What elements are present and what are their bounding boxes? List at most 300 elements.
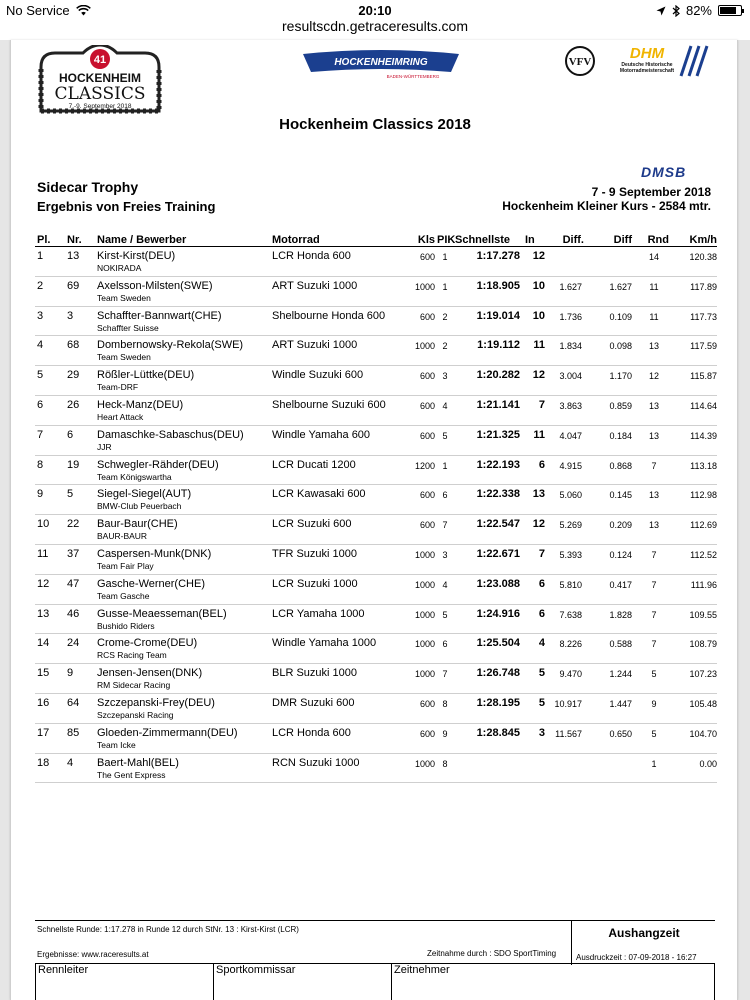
cell-rounds: 9 [651, 698, 657, 709]
cell-diff-prev: 1.244 [609, 669, 632, 680]
cell-pl: 13 [37, 607, 50, 620]
svg-text:HOCKENHEIM: HOCKENHEIM [58, 71, 142, 85]
cell-kls: 600 [419, 490, 435, 501]
cell-nr: 5 [67, 488, 74, 501]
cell-kls: 1000 [414, 281, 435, 292]
cell-rounds: 5 [651, 728, 657, 739]
cell-nr: 47 [67, 577, 80, 590]
cell-nr: 22 [67, 518, 80, 531]
cell-pik: 1 [442, 252, 448, 262]
cell-diff: 1.736 [559, 311, 582, 322]
cell-motorrad: LCR Suzuki 1000 [272, 577, 358, 590]
cell-kmh: 112.69 [690, 520, 717, 531]
cell-rounds: 7 [651, 549, 657, 560]
col-header-kls: Kls [417, 234, 435, 246]
table-row [35, 396, 717, 426]
cell-kls: 1000 [414, 669, 435, 680]
cell-pl: 1 [37, 250, 44, 262]
fastest-lap-note: Schnellste Runde: 1:17.278 in Runde 12 durch StNr. 13 : Kirst-Kirst (LCR) [37, 925, 299, 934]
cell-motorrad: ART Suzuki 1000 [272, 339, 358, 352]
cell-team: NOKIRADA [97, 263, 142, 273]
cell-diff-prev: 0.124 [609, 549, 632, 560]
cell-diff-prev: 0.588 [609, 639, 632, 650]
document-footer [35, 920, 715, 1000]
cell-team: Team Königswartha [97, 471, 172, 482]
cell-diff-prev: 0.650 [609, 728, 632, 739]
cell-best-lap: 1:22.671 [476, 547, 520, 560]
battery-fill [720, 7, 736, 14]
cell-pik: 3 [442, 549, 448, 560]
cell-rounds: 7 [651, 460, 657, 471]
cell-nr: 29 [67, 369, 80, 382]
cell-nr: 13 [67, 250, 80, 262]
cell-kmh: 117.59 [690, 341, 717, 352]
cell-name: Caspersen-Munk(DNK) [97, 547, 212, 560]
col-header-diff2: Diff [613, 234, 632, 246]
cell-diff-prev: 0.145 [609, 490, 632, 501]
cell-diff-prev: 0.417 [609, 579, 632, 590]
cell-rounds: 7 [651, 609, 657, 620]
cell-team: Szczepanski Racing [97, 709, 174, 720]
cell-kmh: 114.64 [690, 400, 717, 411]
cell-motorrad: TFR Suzuki 1000 [272, 547, 357, 560]
cell-name: Dombernowsky-Rekola(SWE) [97, 339, 244, 352]
cell-pl: 12 [37, 577, 50, 590]
cell-best-lap: 1:22.338 [476, 488, 520, 501]
col-header-diff: Diff. [562, 234, 584, 246]
cell-diff-prev: 0.184 [609, 430, 632, 441]
battery-icon [718, 5, 742, 16]
cell-in-lap: 12 [532, 518, 545, 531]
cell-pl: 18 [37, 756, 50, 769]
cell-name: Heck-Manz(DEU) [97, 398, 184, 411]
cell-pl: 15 [37, 667, 50, 680]
location-icon [656, 6, 666, 16]
cell-name: Schaffter-Bannwart(CHE) [97, 309, 222, 322]
cell-best-lap: 1:21.141 [476, 398, 520, 411]
cell-diff: 4.047 [559, 430, 582, 441]
cell-pl: 11 [37, 547, 49, 560]
cell-diff: 5.269 [559, 520, 582, 531]
cell-pl: 8 [37, 458, 44, 471]
cell-motorrad: Windle Yamaha 600 [272, 428, 371, 441]
cell-pik: 5 [442, 430, 448, 441]
cell-motorrad: LCR Yamaha 1000 [272, 607, 365, 620]
cell-pik: 2 [442, 341, 448, 352]
cell-nr: 37 [67, 547, 80, 560]
cell-diff-prev: 1.627 [609, 281, 632, 292]
carrier-label: No Service [6, 3, 70, 18]
cell-team: Heart Attack [97, 411, 144, 422]
cell-motorrad: Shelbourne Honda 600 [272, 309, 386, 322]
cell-pik: 1 [442, 281, 448, 292]
cell-best-lap: 1:26.748 [476, 667, 520, 680]
svg-text:BADEN-WÜRTTEMBERG: BADEN-WÜRTTEMBERG [386, 74, 440, 79]
cell-diff: 5.393 [559, 549, 582, 560]
cell-in-lap: 11 [533, 428, 545, 441]
cell-diff-prev: 0.868 [609, 460, 632, 471]
cell-pik: 4 [442, 579, 448, 590]
col-header-kmh: Km/h [689, 234, 717, 246]
cell-in-lap: 12 [532, 250, 545, 262]
cell-team: The Gent Express [97, 769, 166, 780]
cell-best-lap: 1:20.282 [476, 369, 520, 382]
cell-pl: 4 [37, 339, 44, 352]
cell-pl: 10 [37, 518, 50, 531]
cell-in-lap: 10 [532, 279, 545, 292]
cell-kmh: 120.38 [689, 252, 717, 262]
cell-best-lap: 1:18.905 [476, 279, 520, 292]
cell-in-lap: 6 [538, 607, 545, 620]
cell-in-lap: 13 [532, 488, 545, 501]
cell-rounds: 1 [651, 758, 657, 769]
cell-kmh: 108.79 [689, 639, 717, 650]
cell-kls: 600 [419, 728, 435, 739]
cell-nr: 68 [67, 339, 80, 352]
table-row [35, 575, 717, 605]
cell-in-lap: 6 [538, 577, 545, 590]
status-bar [0, 0, 750, 20]
cell-diff: 4.915 [559, 460, 582, 471]
cell-kmh: 104.70 [689, 728, 717, 739]
cell-motorrad: LCR Suzuki 600 [272, 518, 352, 531]
cell-nr: 64 [67, 696, 80, 709]
table-header [35, 234, 717, 247]
bluetooth-icon [672, 5, 680, 17]
cell-in-lap: 5 [538, 667, 545, 680]
cell-rounds: 12 [648, 371, 659, 382]
cell-pl: 14 [37, 637, 50, 650]
col-header-rnd: Rnd [647, 234, 669, 246]
col-header-schnellste: Schnellste [455, 234, 511, 246]
table-body [35, 247, 717, 783]
cell-name: Siegel-Siegel(AUT) [97, 488, 192, 501]
hockenheimring-logo [301, 48, 461, 80]
cell-kls: 1000 [414, 639, 435, 650]
svg-text:Motorradmeisterschaft: Motorradmeisterschaft [619, 68, 675, 74]
cell-name: Axelsson-Milsten(SWE) [97, 279, 213, 292]
cell-kmh: 105.48 [689, 698, 717, 709]
vfv-dhm-logo [563, 44, 713, 78]
svg-text:7.-9. September 2018: 7.-9. September 2018 [68, 103, 132, 110]
cell-pik: 2 [442, 311, 448, 322]
cell-best-lap: 1:23.088 [476, 577, 520, 590]
svg-text:Deutsche Historische: Deutsche Historische [621, 62, 673, 68]
session-title: Ergebnis von Freies Training [37, 199, 216, 214]
table-row [35, 456, 717, 486]
cell-pl: 7 [37, 428, 44, 441]
cell-name: Rößler-Lüttke(DEU) [97, 369, 195, 382]
cell-best-lap: 1:22.547 [476, 518, 520, 531]
aushang-title: Aushangzeit [608, 926, 680, 940]
results-website: Ergebnisse: www.raceresults.at [37, 950, 149, 959]
results-document [10, 40, 738, 1000]
cell-kls: 600 [419, 252, 435, 262]
cell-kls: 1000 [414, 579, 435, 590]
svg-text:VFV: VFV [568, 56, 592, 68]
cell-diff-prev: 1.447 [609, 698, 632, 709]
table-row [35, 724, 717, 754]
cell-pik: 7 [442, 669, 448, 680]
cell-kmh: 109.55 [689, 609, 717, 620]
cell-in-lap: 4 [538, 637, 545, 650]
col-header-in: In [525, 234, 535, 246]
table-row [35, 247, 717, 277]
cell-motorrad: LCR Honda 600 [272, 726, 351, 739]
table-row [35, 634, 717, 664]
cell-motorrad: ART Suzuki 1000 [272, 279, 358, 292]
cell-diff: 7.638 [559, 609, 582, 620]
cell-kls: 1000 [414, 549, 435, 560]
table-row [35, 694, 717, 724]
col-header-nr: Nr. [67, 234, 82, 246]
cell-name: Damaschke-Sabaschus(DEU) [97, 428, 244, 441]
cell-pl: 17 [37, 726, 50, 739]
cell-diff-prev: 0.209 [609, 520, 632, 531]
table-row [35, 336, 717, 366]
cell-motorrad: DMR Suzuki 600 [272, 696, 355, 709]
cell-diff: 1.627 [559, 281, 582, 292]
cell-kls: 1000 [414, 609, 435, 620]
svg-text:CLASSICS: CLASSICS [54, 84, 146, 104]
cell-in-lap: 10 [532, 309, 545, 322]
table-row [35, 277, 717, 307]
svg-text:41: 41 [93, 54, 107, 66]
cell-kmh: 115.87 [690, 371, 717, 382]
cell-rounds: 13 [648, 490, 659, 501]
table-row [35, 605, 717, 635]
cell-nr: 26 [67, 398, 80, 411]
cell-pik: 6 [442, 490, 448, 501]
table-row [35, 426, 717, 456]
cell-pl: 16 [37, 696, 50, 709]
clock: 20:10 [358, 3, 392, 18]
cell-motorrad: Windle Yamaha 1000 [272, 637, 377, 650]
cell-kls: 1000 [414, 341, 435, 352]
cell-best-lap: 1:19.112 [477, 339, 520, 352]
cell-kmh: 117.73 [690, 311, 717, 322]
cell-name: Crome-Crome(DEU) [97, 637, 198, 650]
cell-best-lap: 1:25.504 [476, 637, 520, 650]
cell-diff: 3.004 [559, 371, 582, 382]
cell-rounds: 7 [651, 579, 657, 590]
cell-diff-prev: 1.170 [609, 371, 632, 382]
cell-diff: 5.810 [559, 579, 582, 590]
cell-nr: 46 [67, 607, 80, 620]
col-header-motorrad: Motorrad [272, 234, 320, 246]
cell-kls: 600 [419, 311, 435, 322]
cell-kmh: 113.18 [690, 460, 717, 471]
cell-team: Schaffter Suisse [97, 322, 159, 333]
cell-diff-prev: 1.828 [609, 609, 632, 620]
cell-name: Baert-Mahl(BEL) [97, 756, 179, 769]
cell-kmh: 107.23 [689, 669, 717, 680]
signature-rennleiter: Rennleiter [35, 964, 213, 1000]
cell-rounds: 7 [651, 639, 657, 650]
cell-kls: 600 [419, 371, 435, 382]
cell-team: JJR [97, 441, 112, 452]
cell-name: Gloeden-Zimmermann(DEU) [97, 726, 238, 739]
cell-nr: 19 [67, 458, 80, 471]
print-time: Ausdruckzeit : 07-09-2018 - 16:27 [576, 953, 697, 962]
table-row [35, 307, 717, 337]
cell-pik: 9 [442, 728, 448, 739]
timing-provider: Zeitnahme durch : SDO SportTiming [427, 949, 557, 958]
cell-team: Team Sweden [97, 352, 151, 363]
table-row [35, 485, 717, 515]
cell-in-lap: 6 [538, 458, 545, 471]
cell-in-lap: 5 [538, 696, 545, 709]
cell-kls: 600 [419, 430, 435, 441]
signature-sportkommissar: Sportkommissar [213, 964, 391, 1000]
cell-diff-prev: 0.098 [609, 341, 632, 352]
cell-kls: 1000 [414, 758, 435, 769]
cell-rounds: 14 [648, 252, 659, 262]
cell-team: RCS Racing Team [97, 650, 167, 661]
cell-motorrad: LCR Ducati 1200 [272, 458, 356, 471]
cell-team: Team Sweden [97, 292, 151, 303]
cell-best-lap: 1:24.916 [476, 607, 520, 620]
cell-nr: 3 [67, 309, 74, 322]
cell-kls: 600 [419, 400, 435, 411]
cell-pik: 8 [442, 758, 448, 769]
cell-diff-prev: 0.109 [609, 311, 632, 322]
cell-pik: 5 [442, 609, 448, 620]
cell-name: Baur-Baur(CHE) [97, 518, 178, 531]
cell-diff: 3.863 [559, 400, 582, 411]
table-row [35, 515, 717, 545]
cell-diff: 8.226 [559, 639, 582, 650]
cell-rounds: 13 [648, 520, 659, 531]
cell-rounds: 11 [649, 281, 659, 292]
cell-name: Gusse-Meaesseman(BEL) [97, 607, 227, 620]
cell-nr: 4 [67, 756, 74, 769]
hockenheim-classics-logo [35, 45, 165, 115]
cell-best-lap: 1:28.845 [476, 726, 520, 739]
cell-kls: 600 [419, 698, 435, 709]
col-header-pik: PIK [437, 234, 456, 246]
cell-diff: 9.470 [559, 669, 582, 680]
cell-best-lap: 1:19.014 [476, 309, 520, 322]
cell-best-lap: 1:28.195 [476, 696, 520, 709]
table-row [35, 754, 717, 784]
cell-pik: 6 [442, 639, 448, 650]
cell-rounds: 5 [651, 669, 657, 680]
cell-nr: 6 [67, 428, 74, 441]
cell-team: Team Gasche [97, 590, 150, 601]
table-row [35, 545, 717, 575]
cell-pl: 3 [37, 309, 44, 322]
cell-pik: 7 [442, 520, 448, 531]
cell-pl: 9 [37, 488, 44, 501]
cell-diff-prev: 0.859 [609, 400, 632, 411]
signature-zeitnehmer: Zeitnehmer [391, 964, 715, 1000]
cell-rounds: 13 [648, 341, 659, 352]
event-title: Hockenheim Classics 2018 [279, 116, 471, 133]
cell-pik: 1 [442, 460, 448, 471]
track-info: Hockenheim Kleiner Kurs - 2584 mtr. [502, 199, 711, 213]
cell-name: Schwegler-Rähder(DEU) [97, 458, 219, 471]
table-row [35, 664, 717, 694]
cell-diff: 5.060 [559, 490, 582, 501]
cell-in-lap: 7 [538, 547, 545, 560]
cell-team: Team-DRF [97, 382, 139, 393]
cell-pl: 2 [37, 279, 44, 292]
cell-motorrad: Shelbourne Suzuki 600 [272, 398, 386, 411]
cell-kmh: 0.00 [699, 758, 717, 769]
cell-name: Kirst-Kirst(DEU) [97, 250, 176, 262]
cell-kls: 1200 [414, 460, 435, 471]
cell-team: Bushido Riders [97, 620, 155, 631]
event-date: 7 - 9 September 2018 [591, 185, 711, 199]
results-table [35, 234, 717, 783]
cell-motorrad: BLR Suzuki 1000 [272, 667, 357, 680]
cell-nr: 69 [67, 279, 80, 292]
cell-kmh: 111.96 [690, 579, 717, 590]
cell-kmh: 114.39 [690, 430, 717, 441]
cell-nr: 9 [67, 667, 74, 680]
cell-pl: 5 [37, 369, 44, 382]
cell-nr: 24 [67, 637, 80, 650]
cell-motorrad: Windle Suzuki 600 [272, 369, 364, 382]
cell-pik: 3 [442, 371, 448, 382]
cell-kls: 600 [419, 520, 435, 531]
cell-motorrad: LCR Honda 600 [272, 250, 351, 262]
cell-name: Jensen-Jensen(DNK) [97, 667, 203, 680]
cell-nr: 85 [67, 726, 80, 739]
cell-rounds: 11 [649, 311, 659, 322]
cell-team: Team Fair Play [97, 560, 154, 571]
cell-name: Szczepanski-Frey(DEU) [97, 696, 215, 709]
col-header-pl: Pl. [37, 234, 51, 246]
cell-in-lap: 12 [532, 369, 545, 382]
table-row [35, 366, 717, 396]
cell-team: BMW-Club Peuerbach [97, 501, 182, 512]
col-header-name: Name / Bewerber [97, 234, 187, 246]
cell-best-lap: 1:22.193 [476, 458, 520, 471]
cell-motorrad: LCR Kawasaki 600 [272, 488, 366, 501]
svg-text:DHM: DHM [629, 45, 665, 62]
cell-team: RM Sidecar Racing [97, 680, 171, 691]
cell-rounds: 13 [648, 430, 659, 441]
cell-pl: 6 [37, 398, 44, 411]
cell-in-lap: 3 [538, 726, 545, 739]
svg-text:HOCKENHEIMRING: HOCKENHEIMRING [334, 57, 428, 68]
cell-kmh: 112.52 [690, 549, 717, 560]
cell-best-lap: 1:17.278 [476, 250, 520, 262]
aushang-box [571, 921, 715, 965]
cell-name: Gasche-Werner(CHE) [97, 577, 205, 590]
cell-rounds: 13 [648, 400, 659, 411]
battery-percent: 82% [685, 3, 712, 18]
class-title: Sidecar Trophy [37, 179, 139, 195]
cell-pik: 8 [442, 698, 448, 709]
cell-kmh: 112.98 [690, 490, 717, 501]
cell-team: Team Icke [97, 739, 136, 750]
cell-in-lap: 11 [533, 339, 545, 352]
cell-kmh: 117.89 [690, 281, 717, 292]
cell-motorrad: RCN Suzuki 1000 [272, 756, 360, 769]
cell-pik: 4 [442, 400, 448, 411]
cell-diff: 10.917 [554, 698, 582, 709]
dmsb-logo: DMSB [641, 164, 687, 180]
address-bar[interactable]: resultscdn.getraceresults.com [282, 18, 468, 34]
cell-diff: 11.567 [555, 728, 582, 739]
cell-team: BAUR-BAUR [97, 531, 148, 542]
cell-in-lap: 7 [538, 398, 545, 411]
cell-best-lap: 1:21.325 [476, 428, 520, 441]
cell-diff: 1.834 [559, 341, 582, 352]
